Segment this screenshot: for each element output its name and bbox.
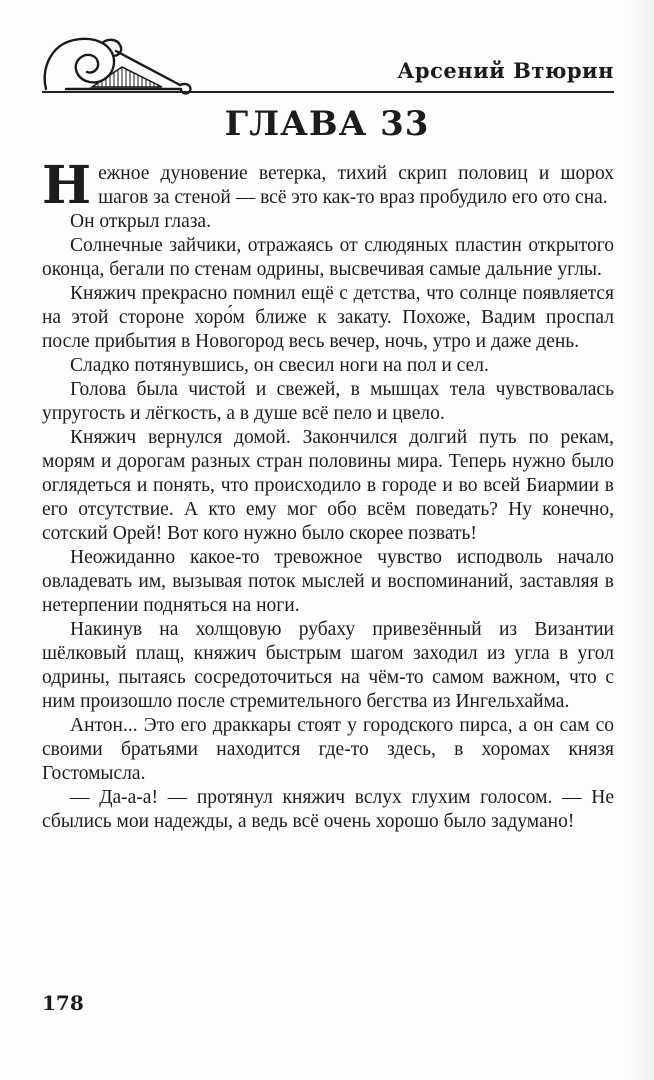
header-rule [42,91,614,93]
paragraph-list [42,210,614,834]
paragraph: Голова была чистой и свежей, в мышцах тела чувствовалась упругость и лёгкость, а в душе всё пело и цвело. [42,379,614,424]
paragraph-first [42,155,614,216]
chapter-title: ГЛАВА 33 [224,104,430,144]
paragraph-first-text: ежное дуновение ветерка, тихий скрип половиц и шорох шагов за стеной — всё это как-то враз пробудило его ото сна. [98,163,614,208]
running-head-author: Арсений Втюрин [397,58,614,83]
paragraph: Княжич вернулся домой. Закончился долгий путь по рекам, морям и дорогам разных стран половины мира. Теперь нужно было оглядеться и понять, что происходило в городе и во всей Биармии в его отсутствие. А кто ему мог обо всём поведать? Ну конечно, сотский Орей! Вот кого нужно было скорее позвать! [42,427,614,544]
scroll-flourish-ornament-icon [40,36,200,96]
page-number: 178 [42,991,84,1015]
paragraph: Княжич прекрасно помнил ещё с детства, что солнце появляется на этой стороне хоро́м ближе к закату. Похоже, Вадим проспал после прибытия в Новогород весь вечер, ночь, утро и даже день. [42,283,614,352]
paragraph: Он открыл глаза. [70,211,211,232]
drop-cap: Н [42,155,92,216]
paragraph: Неожиданно какое-то тревожное чувство исподволь начало овладевать им, вызывая поток мыслей и воспоминаний, заставляя в нетерпении подняться на ноги. [42,547,614,616]
paragraph: Антон... Это его драккары стоят у городского пирса, а он сам со своими братьями находится где-то здесь, в хоромах князя Гостомысла. [42,715,614,784]
paragraph: Накинув на холщовую рубаху привезённый из Византии шёлковый плащ, княжич быстрым шагом заходил из угла в угол одрины, пытаясь сосредоточиться на чём-то самом важном, что с ним произошло после стремительного бегства из Ингельхайма. [42,619,614,712]
paragraph: — Да-а-а! — протянул княжич вслух глухим голосом. — Не сбылись мои надежды, а ведь всё очень хорошо было задумано! [42,787,614,832]
paragraph: Солнечные зайчики, отражаясь от слюдяных пластин открытого оконца, бегали по стенам одрины, высвечивая самые дальние углы. [42,235,614,280]
page-header [0,0,654,100]
paragraph: Сладко потянувшись, он свесил ноги на пол и сел. [70,355,489,376]
body-text [42,155,614,834]
